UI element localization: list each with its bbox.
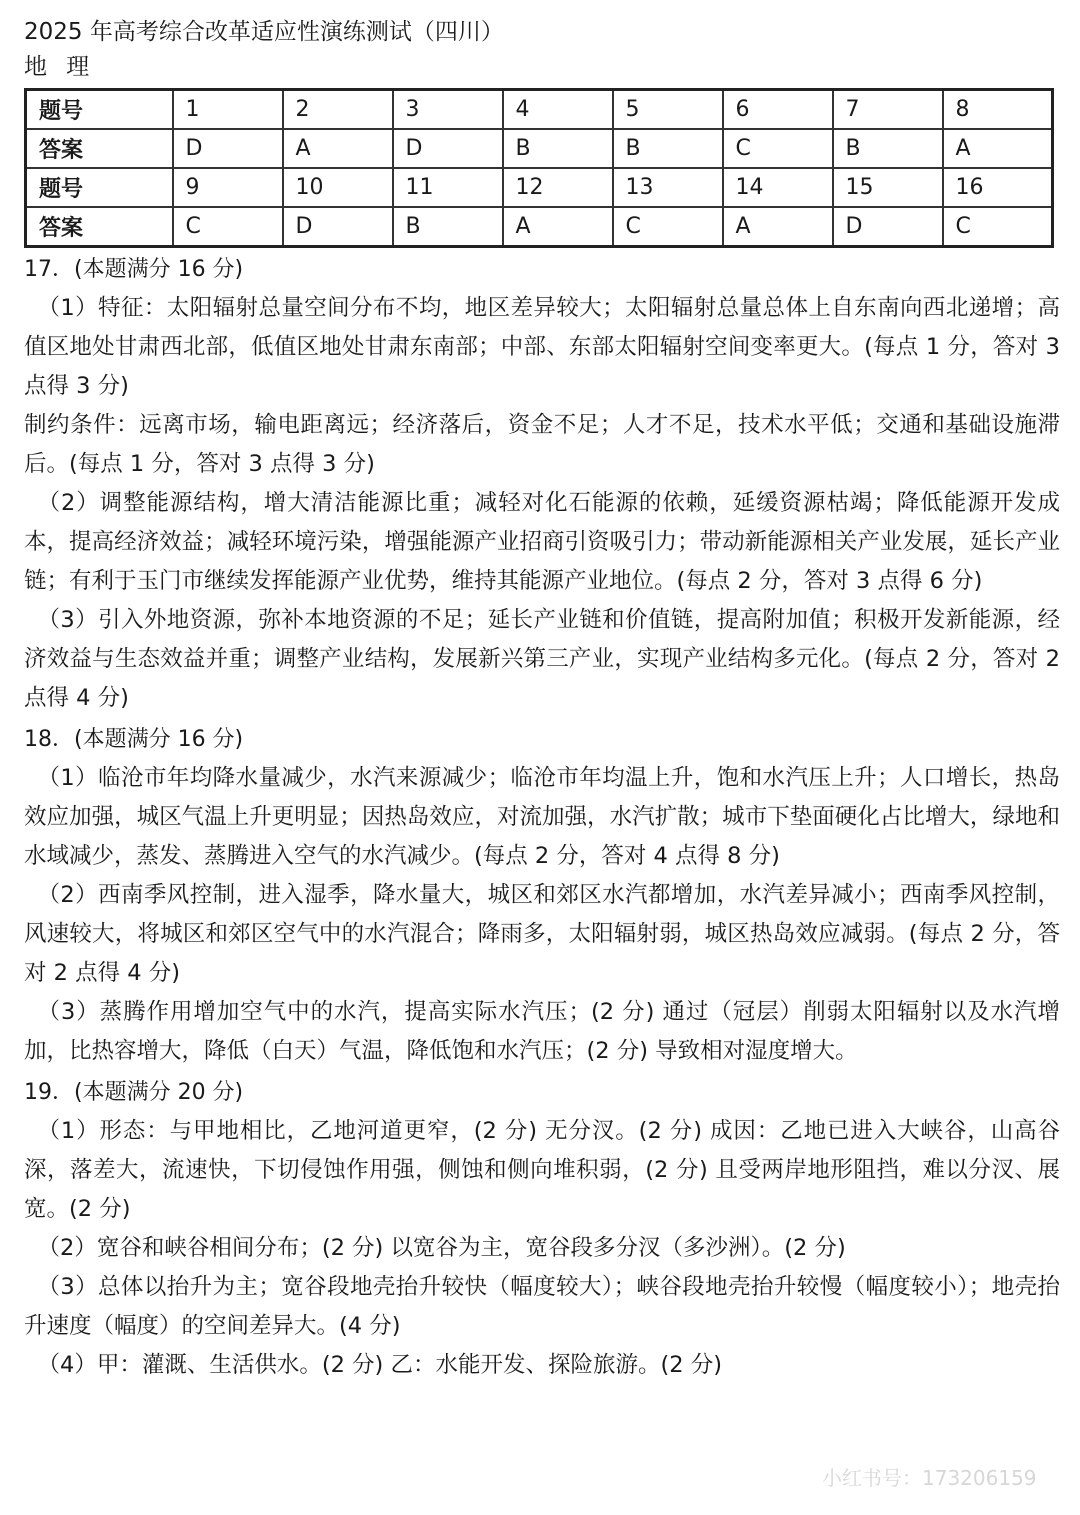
table-row xyxy=(26,129,1053,168)
table-cell: D xyxy=(833,207,943,247)
question-title: 19．(本题满分 20 分) xyxy=(24,1080,244,1105)
table-cell: 3 xyxy=(393,90,503,130)
table-row xyxy=(26,207,1053,247)
watermark: 小红书号：173206159 xyxy=(822,1466,1037,1490)
table-cell: 16 xyxy=(943,168,1053,207)
question-block xyxy=(24,1073,1064,1385)
table-cell: 6 xyxy=(723,90,833,130)
table-cell: 9 xyxy=(173,168,283,207)
answer-paragraph: 制约条件：远离市场，输电距离远；经济落后，资金不足；人才不足，技术水平低；交通和基础设施滞后。(每点 1 分，答对 3 点得 3 分) xyxy=(24,412,1060,477)
row-label: 答案 xyxy=(26,207,173,247)
table-cell: 8 xyxy=(943,90,1053,130)
table-cell: 15 xyxy=(833,168,943,207)
row-label: 题号 xyxy=(26,90,173,130)
table-row xyxy=(26,90,1053,130)
answer-paragraph: （1）临沧市年均降水量减少，水汽来源减少；临沧市年均温上升，饱和水汽压上升；人口增长，热岛效应加强，城区气温上升更明显；因热岛效应，对流加强，水汽扩散；城市下垫面硬化占比增大，绿地和水域减少，蒸发、蒸腾进入空气的水汽减少。(每点 2 分，答对 4 点得 8 分) xyxy=(24,765,1060,869)
answer-table xyxy=(24,88,1054,248)
answer-paragraph: （1）特征：太阳辐射总量空间分布不均，地区差异较大；太阳辐射总量总体上自东南向西北递增；高值区地处甘肃西北部，低值区地处甘肃东南部；中部、东部太阳辐射空间变率更大。(每点 1 分，答对 3 点得 3 分) xyxy=(24,295,1060,399)
table-cell: 10 xyxy=(283,168,393,207)
table-cell: 13 xyxy=(613,168,723,207)
table-cell: B xyxy=(503,129,613,168)
answer-paragraph: （3）蒸腾作用增加空气中的水汽，提高实际水汽压；(2 分) 通过（冠层）削弱太阳辐射以及水汽增加，比热容增大，降低（白天）气温，降低饱和水汽压；(2 分) 导致相对湿度增大。 xyxy=(24,999,1060,1064)
table-cell: C xyxy=(943,207,1053,247)
table-cell: C xyxy=(173,207,283,247)
table-cell: 1 xyxy=(173,90,283,130)
table-cell: 11 xyxy=(393,168,503,207)
row-label: 题号 xyxy=(26,168,173,207)
table-cell: A xyxy=(723,207,833,247)
answer-paragraph: （1）形态：与甲地相比，乙地河道更窄，(2 分) 无分汊。(2 分) 成因：乙地已进入大峡谷，山高谷深，落差大，流速快，下切侵蚀作用强，侧蚀和侧向堆积弱，(2 分) 且受两岸地形阻挡，难以分汊、展宽。(2 分) xyxy=(24,1118,1060,1222)
table-cell: 5 xyxy=(613,90,723,130)
table-cell: B xyxy=(613,129,723,168)
answer-table-body xyxy=(26,90,1053,247)
answer-paragraph: （3）总体以抬升为主；宽谷段地壳抬升较快（幅度较大）；峡谷段地壳抬升较慢（幅度较小）；地壳抬升速度（幅度）的空间差异大。(4 分) xyxy=(24,1274,1060,1339)
questions-section xyxy=(24,250,1064,1385)
table-cell: A xyxy=(283,129,393,168)
table-cell: 7 xyxy=(833,90,943,130)
table-cell: 2 xyxy=(283,90,393,130)
table-row xyxy=(26,168,1053,207)
answer-paragraph: （4）甲：灌溉、生活供水。(2 分) 乙：水能开发、探险旅游。(2 分) xyxy=(37,1352,723,1378)
table-cell: B xyxy=(393,207,503,247)
answer-paragraph: （2）调整能源结构，增大清洁能源比重；减轻对化石能源的依赖，延缓资源枯竭；降低能源开发成本，提高经济效益；减轻环境污染，增强能源产业招商引资吸引力；带动新能源相关产业发展，延长产业链；有利于玉门市继续发挥能源产业优势，维持其能源产业地位。(每点 2 分，答对 3 点得 6 分) xyxy=(24,490,1060,594)
table-cell: 4 xyxy=(503,90,613,130)
answer-paragraph: （2）西南季风控制，进入湿季，降水量大，城区和郊区水汽都增加，水汽差异减小；西南季风控制，风速较大，将城区和郊区空气中的水汽混合；降雨多，太阳辐射弱，城区热岛效应减弱。(每点 2 分，答对 2 点得 4 分) xyxy=(24,882,1060,986)
table-cell: 14 xyxy=(723,168,833,207)
table-cell: A xyxy=(943,129,1053,168)
table-cell: 12 xyxy=(503,168,613,207)
document-title: 2025 年高考综合改革适应性演练测试（四川） xyxy=(24,19,504,45)
table-cell: D xyxy=(393,129,503,168)
answer-paragraph: （3）引入外地资源，弥补本地资源的不足；延长产业链和价值链，提高附加值；积极开发新能源，经济效益与生态效益并重；调整产业结构，发展新兴第三产业，实现产业结构多元化。(每点 2 分，答对 2 点得 4 分) xyxy=(24,607,1060,711)
answer-paragraph: （2）宽谷和峡谷相间分布；(2 分) 以宽谷为主，宽谷段多分汊（多沙洲）。(2 分) xyxy=(37,1235,846,1261)
table-cell: A xyxy=(503,207,613,247)
question-title: 18．(本题满分 16 分) xyxy=(24,727,244,752)
subject-label: 地 理 xyxy=(24,54,96,80)
table-cell: C xyxy=(613,207,723,247)
answer-document xyxy=(24,14,1064,1385)
table-cell: B xyxy=(833,129,943,168)
table-cell: D xyxy=(283,207,393,247)
row-label: 答案 xyxy=(26,129,173,168)
question-block xyxy=(24,720,1064,1071)
table-cell: D xyxy=(173,129,283,168)
table-cell: C xyxy=(723,129,833,168)
question-title: 17．(本题满分 16 分) xyxy=(24,257,244,282)
question-block xyxy=(24,250,1064,718)
